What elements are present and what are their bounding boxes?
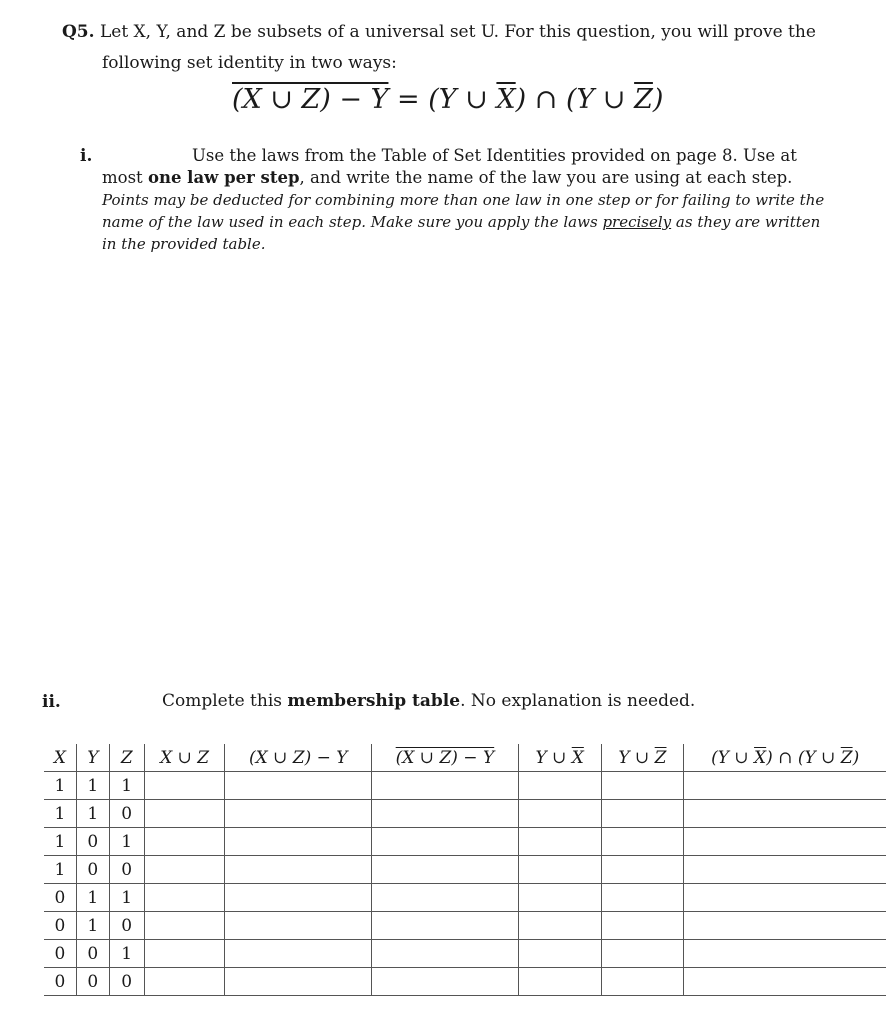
table-cell-blank[interactable] — [225, 828, 372, 856]
set-identity — [232, 84, 663, 115]
table-cell-value: 1 — [76, 912, 109, 940]
table-cell-value: 0 — [76, 828, 109, 856]
membership-table — [44, 744, 886, 996]
table-cell-blank[interactable] — [225, 772, 372, 800]
table-cell-blank[interactable] — [684, 856, 886, 884]
identity-x-complement: $\overline{X}$ — [496, 84, 516, 115]
table-row — [44, 884, 886, 912]
table-cell-value: 1 — [109, 828, 144, 856]
header-y: Y — [76, 744, 109, 772]
table-cell-value: 1 — [44, 800, 76, 828]
table-cell-blank[interactable] — [372, 856, 519, 884]
table-row — [44, 940, 886, 968]
table-cell-blank[interactable] — [225, 912, 372, 940]
table-cell-blank[interactable] — [601, 912, 684, 940]
table-row — [44, 912, 886, 940]
question-intro-line2: following set identity in two ways: — [102, 53, 397, 73]
header-intersection: (Y ∪ $\overline{X}$) ∩ (Y ∪ $\overline{Z}$) — [684, 744, 886, 772]
identity-right-mid: ) ∩ (Y ∪ — [515, 84, 635, 115]
table-cell-blank[interactable] — [684, 912, 886, 940]
table-cell-value: 0 — [44, 968, 76, 996]
table-cell-blank[interactable] — [225, 856, 372, 884]
table-cell-blank[interactable] — [372, 800, 519, 828]
table-cell-blank[interactable] — [372, 828, 519, 856]
question-intro — [62, 21, 832, 43]
table-cell-value: 0 — [44, 884, 76, 912]
table-cell-blank[interactable] — [225, 940, 372, 968]
table-row — [44, 856, 886, 884]
table-cell-blank[interactable] — [144, 800, 225, 828]
table-cell-value: 0 — [76, 856, 109, 884]
table-cell-blank[interactable] — [684, 772, 886, 800]
part-i-label: i. — [80, 146, 93, 166]
identity-z-complement: $\overline{Z}$ — [634, 84, 653, 115]
table-cell-blank[interactable] — [372, 968, 519, 996]
table-cell-blank[interactable] — [372, 940, 519, 968]
header-y-union-xbar: Y ∪ $\overline{X}$ — [518, 744, 601, 772]
table-cell-blank[interactable] — [601, 884, 684, 912]
table-cell-blank[interactable] — [684, 968, 886, 996]
table-cell-value: 1 — [109, 772, 144, 800]
table-cell-value: 0 — [109, 856, 144, 884]
table-cell-value: 0 — [76, 968, 109, 996]
header-x-union-z: X ∪ Z — [144, 744, 225, 772]
question-intro-text: Let X, Y, and Z be subsets of a universal set U. For this question, you will prove the — [99, 22, 816, 42]
table-cell-value: 0 — [109, 912, 144, 940]
table-cell-blank[interactable] — [372, 912, 519, 940]
table-cell-blank[interactable] — [684, 884, 886, 912]
header-xz-minus-y: (X ∪ Z) − Y — [225, 744, 372, 772]
header-y-union-zbar: Y ∪ $\overline{Z}$ — [601, 744, 684, 772]
table-cell-blank[interactable] — [225, 884, 372, 912]
table-cell-value: 0 — [44, 940, 76, 968]
header-complement-xz-minus-y: (X ∪ Z) − Y — [372, 744, 519, 772]
table-header-row — [44, 744, 886, 772]
part-ii-label: ii. — [42, 692, 61, 712]
table-cell-blank[interactable] — [684, 940, 886, 968]
table-cell-value: 1 — [76, 884, 109, 912]
table-cell-blank[interactable] — [684, 800, 886, 828]
table-cell-blank[interactable] — [601, 856, 684, 884]
table-cell-blank[interactable] — [144, 828, 225, 856]
table-cell-blank[interactable] — [518, 940, 601, 968]
table-cell-blank[interactable] — [518, 912, 601, 940]
header-z: Z — [109, 744, 144, 772]
table-cell-blank[interactable] — [372, 772, 519, 800]
table-cell-blank[interactable] — [518, 800, 601, 828]
table-row — [44, 772, 886, 800]
table-cell-value: 1 — [44, 856, 76, 884]
part-i-instructions: Use the laws from the Table of Set Identities provided on page 8. Use at most one law per step, and write the name of the law you are using at each step. Points may be deducted for combining more than one law in one step or for failing to write the name of the law used in each step. Make sure you apply the laws precisely as they are written in the provided table. — [102, 146, 825, 253]
identity-left: (X ∪ Z) − Y — [232, 84, 389, 115]
table-cell-blank[interactable] — [518, 884, 601, 912]
table-cell-blank[interactable] — [144, 940, 225, 968]
table-cell-blank[interactable] — [518, 968, 601, 996]
table-cell-value: 0 — [76, 940, 109, 968]
table-cell-blank[interactable] — [144, 884, 225, 912]
table-cell-blank[interactable] — [518, 772, 601, 800]
table-cell-blank[interactable] — [518, 828, 601, 856]
table-cell-value: 1 — [76, 772, 109, 800]
table-cell-blank[interactable] — [144, 912, 225, 940]
table-cell-blank[interactable] — [225, 968, 372, 996]
table-row — [44, 968, 886, 996]
table-cell-value: 0 — [109, 800, 144, 828]
table-cell-value: 0 — [44, 912, 76, 940]
table-cell-value: 0 — [109, 968, 144, 996]
header-x: X — [44, 744, 76, 772]
table-row — [44, 800, 886, 828]
table-cell-blank[interactable] — [144, 772, 225, 800]
table-cell-blank[interactable] — [144, 856, 225, 884]
part-ii-instructions: Complete this membership table. No explanation is needed. — [162, 691, 696, 711]
table-cell-blank[interactable] — [601, 800, 684, 828]
table-cell-value: 1 — [109, 940, 144, 968]
table-cell-blank[interactable] — [225, 800, 372, 828]
table-cell-blank[interactable] — [601, 772, 684, 800]
table-cell-blank[interactable] — [684, 828, 886, 856]
table-cell-blank[interactable] — [601, 828, 684, 856]
question-number: Q5. — [62, 22, 95, 42]
identity-right-a: (Y ∪ — [428, 84, 497, 115]
table-cell-value: 1 — [44, 772, 76, 800]
table-cell-value: 1 — [109, 884, 144, 912]
table-cell-blank[interactable] — [601, 940, 684, 968]
table-cell-value: 1 — [76, 800, 109, 828]
table-cell-value: 1 — [44, 828, 76, 856]
table-row — [44, 828, 886, 856]
table-cell-blank[interactable] — [144, 968, 225, 996]
identity-equals: = — [397, 84, 420, 115]
table-cell-blank[interactable] — [518, 856, 601, 884]
table-cell-blank[interactable] — [601, 968, 684, 996]
table-cell-blank[interactable] — [372, 884, 519, 912]
identity-right-end: ) — [652, 84, 664, 115]
